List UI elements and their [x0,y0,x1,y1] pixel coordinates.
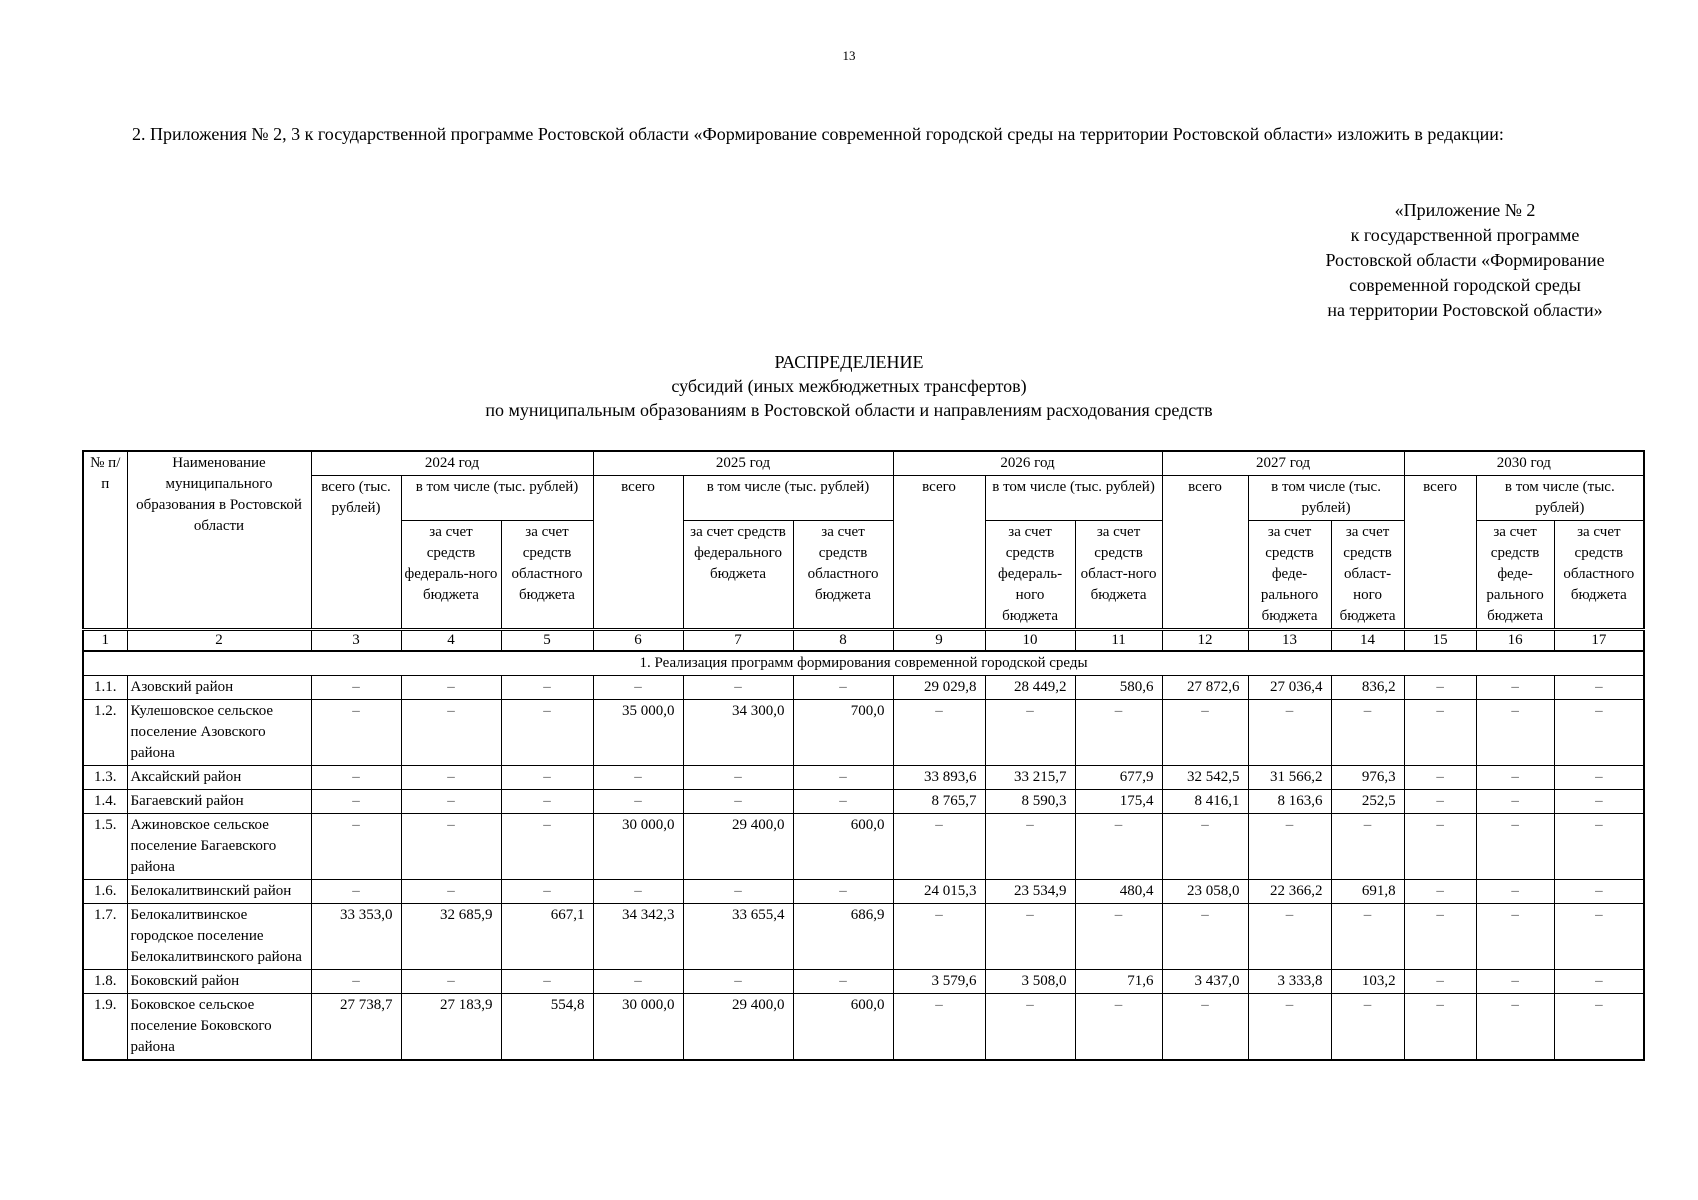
value-cell: – [683,790,793,814]
row-number: 1.2. [83,700,127,766]
value-cell: 31 566,2 [1248,766,1331,790]
value-cell: 480,4 [1075,880,1162,904]
row-number: 1.4. [83,790,127,814]
value-cell: – [893,904,985,970]
value-cell: 30 000,0 [593,994,683,1061]
value-cell: – [593,880,683,904]
value-cell: – [401,814,501,880]
value-cell: – [1404,814,1476,880]
value-cell: 700,0 [793,700,893,766]
value-cell: – [793,766,893,790]
title-line: РАСПРЕДЕЛЕНИЕ [774,352,924,372]
appendix-line: к государственной программе [1350,225,1580,245]
appendix-line: «Приложение № 2 [1394,200,1536,220]
municipality-name: Аксайский район [127,766,311,790]
value-cell: 3 508,0 [985,970,1075,994]
value-cell: 30 000,0 [593,814,683,880]
row-number: 1.3. [83,766,127,790]
value-cell: 103,2 [1331,970,1404,994]
value-cell: – [1554,814,1644,880]
value-cell: – [1331,994,1404,1061]
value-cell: – [683,676,793,700]
value-cell: – [1404,676,1476,700]
value-cell: – [1331,700,1404,766]
value-cell: – [893,700,985,766]
municipality-name: Белокалитвинское городское поселение Белокалитвинского района [127,904,311,970]
value-cell: – [985,904,1075,970]
municipality-name: Кулешовское сельское поселение Азовского района [127,700,311,766]
value-cell: – [593,970,683,994]
value-cell: – [1476,766,1554,790]
value-cell: – [1404,880,1476,904]
value-cell: – [985,700,1075,766]
value-cell: 71,6 [1075,970,1162,994]
value-cell: – [1404,790,1476,814]
value-cell: 29 400,0 [683,994,793,1061]
row-number: 1.8. [83,970,127,994]
value-cell: 3 333,8 [1248,970,1331,994]
value-cell: 27 183,9 [401,994,501,1061]
header-regional: за счет средств областного бюджета [501,521,593,630]
value-cell: – [1554,676,1644,700]
value-cell: – [1554,700,1644,766]
value-cell: 3 437,0 [1162,970,1248,994]
value-cell: – [501,676,593,700]
header-federal: за счет средств феде-рального бюджета [1476,521,1554,630]
table-row [83,766,1644,790]
value-cell: 252,5 [1331,790,1404,814]
value-cell: 836,2 [1331,676,1404,700]
column-number-cell: 16 [1476,630,1554,652]
value-cell: 691,8 [1331,880,1404,904]
header-year: 2030 год [1404,451,1644,476]
value-cell: 976,3 [1331,766,1404,790]
header-federal: за счет средств федерального бюджета [683,521,793,630]
value-cell: – [1476,790,1554,814]
value-cell: 8 765,7 [893,790,985,814]
value-cell: – [501,790,593,814]
value-cell: – [1162,994,1248,1061]
value-cell: – [893,814,985,880]
header-including: в том числе (тыс. рублей) [985,476,1162,521]
value-cell: 29 029,8 [893,676,985,700]
table-row [83,790,1644,814]
document-title [0,350,1698,422]
column-number-cell: 4 [401,630,501,652]
value-cell: – [401,700,501,766]
header-federal: за счет средств федераль-ного бюджета [401,521,501,630]
appendix-label [1295,198,1635,323]
value-cell: – [401,790,501,814]
municipality-name: Ажиновское сельское поселение Багаевского района [127,814,311,880]
value-cell: – [401,970,501,994]
value-cell: – [401,766,501,790]
value-cell: 34 300,0 [683,700,793,766]
value-cell: – [311,700,401,766]
value-cell: – [1554,994,1644,1061]
title-line: субсидий (иных межбюджетных трансфертов) [671,376,1027,396]
value-cell: – [1554,766,1644,790]
value-cell: – [1331,814,1404,880]
value-cell: – [1554,904,1644,970]
value-cell: – [1248,994,1331,1061]
value-cell: 554,8 [501,994,593,1061]
value-cell: – [311,766,401,790]
value-cell: – [1162,814,1248,880]
appendix-line: Ростовской области «Формирование [1325,250,1605,270]
value-cell: 32 685,9 [401,904,501,970]
value-cell: – [793,880,893,904]
value-cell: – [1476,970,1554,994]
value-cell: – [1476,700,1554,766]
column-number-cell: 6 [593,630,683,652]
header-year: 2024 год [311,451,593,476]
column-number-cell: 11 [1075,630,1162,652]
value-cell: – [401,676,501,700]
header-regional: за счет средств областного бюджета [793,521,893,630]
column-number-cell: 9 [893,630,985,652]
row-number: 1.1. [83,676,127,700]
value-cell: – [311,676,401,700]
value-cell: 34 342,3 [593,904,683,970]
value-cell: – [1554,880,1644,904]
column-numbers-row [83,630,1644,652]
municipality-name: Белокалитвинский район [127,880,311,904]
column-number-cell: 10 [985,630,1075,652]
value-cell: – [1248,904,1331,970]
value-cell: – [311,880,401,904]
value-cell: 24 015,3 [893,880,985,904]
value-cell: – [1404,970,1476,994]
header-including: в том числе (тыс. рублей) [683,476,893,521]
value-cell: – [793,970,893,994]
value-cell: – [1075,700,1162,766]
value-cell: – [793,790,893,814]
value-cell: 22 366,2 [1248,880,1331,904]
header-total: всего (тыс. рублей) [311,476,401,630]
value-cell: 27 872,6 [1162,676,1248,700]
value-cell: 8 416,1 [1162,790,1248,814]
table-row [83,700,1644,766]
value-cell: – [683,970,793,994]
column-number-cell: 15 [1404,630,1476,652]
value-cell: – [1162,904,1248,970]
value-cell: 8 163,6 [1248,790,1331,814]
header-row-groups [83,476,1644,521]
value-cell: 23 058,0 [1162,880,1248,904]
section-row [83,651,1644,676]
value-cell: – [501,970,593,994]
value-cell: 35 000,0 [593,700,683,766]
header-name: Наименование муниципального образования в Ростовской области [127,451,311,630]
value-cell: – [1331,904,1404,970]
header-regional: за счет средств област-ного бюджета [1331,521,1404,630]
value-cell: 686,9 [793,904,893,970]
value-cell: – [1476,994,1554,1061]
table-row [83,814,1644,880]
column-number-cell: 17 [1554,630,1644,652]
value-cell: 677,9 [1075,766,1162,790]
header-including: в том числе (тыс. рублей) [1476,476,1644,521]
value-cell: 175,4 [1075,790,1162,814]
value-cell: 33 353,0 [311,904,401,970]
header-regional: за счет средств област-ного бюджета [1075,521,1162,630]
municipality-name: Багаевский район [127,790,311,814]
value-cell: 600,0 [793,814,893,880]
value-cell: 28 449,2 [985,676,1075,700]
header-row-years [83,451,1644,476]
title-line: по муниципальным образованиям в Ростовской области и направлениям расходования средств [485,400,1213,420]
value-cell: 600,0 [793,994,893,1061]
value-cell: – [311,970,401,994]
value-cell: 33 893,6 [893,766,985,790]
page-number: 13 [842,48,856,63]
row-number: 1.9. [83,994,127,1061]
value-cell: – [1404,700,1476,766]
table-row [83,994,1644,1061]
row-number: 1.7. [83,904,127,970]
header-federal: за счет средств федераль-ного бюджета [985,521,1075,630]
value-cell: – [1476,880,1554,904]
column-number-cell: 8 [793,630,893,652]
section-title: 1. Реализация программ формирования современной городской среды [83,651,1644,676]
value-cell: – [985,994,1075,1061]
column-number-cell: 12 [1162,630,1248,652]
value-cell: – [501,880,593,904]
header-num: № п/п [83,451,127,630]
value-cell: 667,1 [501,904,593,970]
value-cell: – [1162,700,1248,766]
header-total: всего [1404,476,1476,630]
value-cell: – [593,676,683,700]
value-cell: – [501,766,593,790]
value-cell: – [893,994,985,1061]
appendix-line: современной городской среды [1349,275,1581,295]
distribution-table [82,450,1645,1061]
value-cell: – [1554,970,1644,994]
row-number: 1.5. [83,814,127,880]
value-cell: 23 534,9 [985,880,1075,904]
value-cell: – [311,790,401,814]
municipality-name: Азовский район [127,676,311,700]
header-year: 2025 год [593,451,893,476]
municipality-name: Боковский район [127,970,311,994]
appendix-line: на территории Ростовской области» [1327,300,1603,320]
value-cell: 33 655,4 [683,904,793,970]
header-including: в том числе (тыс. рублей) [401,476,593,521]
value-cell: 27 036,4 [1248,676,1331,700]
value-cell: – [1476,676,1554,700]
value-cell: – [1476,904,1554,970]
table-body [83,676,1644,1061]
table-row [83,970,1644,994]
value-cell: – [1404,994,1476,1061]
value-cell: – [1554,790,1644,814]
value-cell: – [1075,814,1162,880]
value-cell: – [1075,994,1162,1061]
value-cell: 27 738,7 [311,994,401,1061]
value-cell: – [593,766,683,790]
row-number: 1.6. [83,880,127,904]
column-number-cell: 7 [683,630,793,652]
value-cell: – [1075,904,1162,970]
table-row [83,880,1644,904]
value-cell: 8 590,3 [985,790,1075,814]
header-year: 2026 год [893,451,1162,476]
table-row [83,676,1644,700]
value-cell: – [593,790,683,814]
column-number-cell: 14 [1331,630,1404,652]
value-cell: – [1248,814,1331,880]
header-regional: за счет средств областного бюджета [1554,521,1644,630]
header-total: всего [893,476,985,630]
value-cell: 3 579,6 [893,970,985,994]
value-cell: 32 542,5 [1162,766,1248,790]
value-cell: – [401,880,501,904]
intro-paragraph: 2. Приложения № 2, 3 к государственной программе Ростовской области «Формирование современной городской среды на территории Ростовской области» изложить в редакции: [132,124,1504,144]
column-number-cell: 1 [83,630,127,652]
value-cell: 580,6 [1075,676,1162,700]
header-including: в том числе (тыс. рублей) [1248,476,1404,521]
value-cell: 33 215,7 [985,766,1075,790]
municipality-name: Боковское сельское поселение Боковского района [127,994,311,1061]
value-cell: – [311,814,401,880]
value-cell: – [501,700,593,766]
value-cell: – [985,814,1075,880]
value-cell: – [683,766,793,790]
value-cell: – [683,880,793,904]
header-total: всего [1162,476,1248,630]
value-cell: 29 400,0 [683,814,793,880]
value-cell: – [1404,904,1476,970]
column-number-cell: 13 [1248,630,1331,652]
header-federal: за счет средств феде-рального бюджета [1248,521,1331,630]
header-total: всего [593,476,683,630]
value-cell: – [793,676,893,700]
value-cell: – [1476,814,1554,880]
header-year: 2027 год [1162,451,1404,476]
column-number-cell: 3 [311,630,401,652]
table-row [83,904,1644,970]
value-cell: – [1248,700,1331,766]
column-number-cell: 2 [127,630,311,652]
value-cell: – [1404,766,1476,790]
column-number-cell: 5 [501,630,593,652]
value-cell: – [501,814,593,880]
